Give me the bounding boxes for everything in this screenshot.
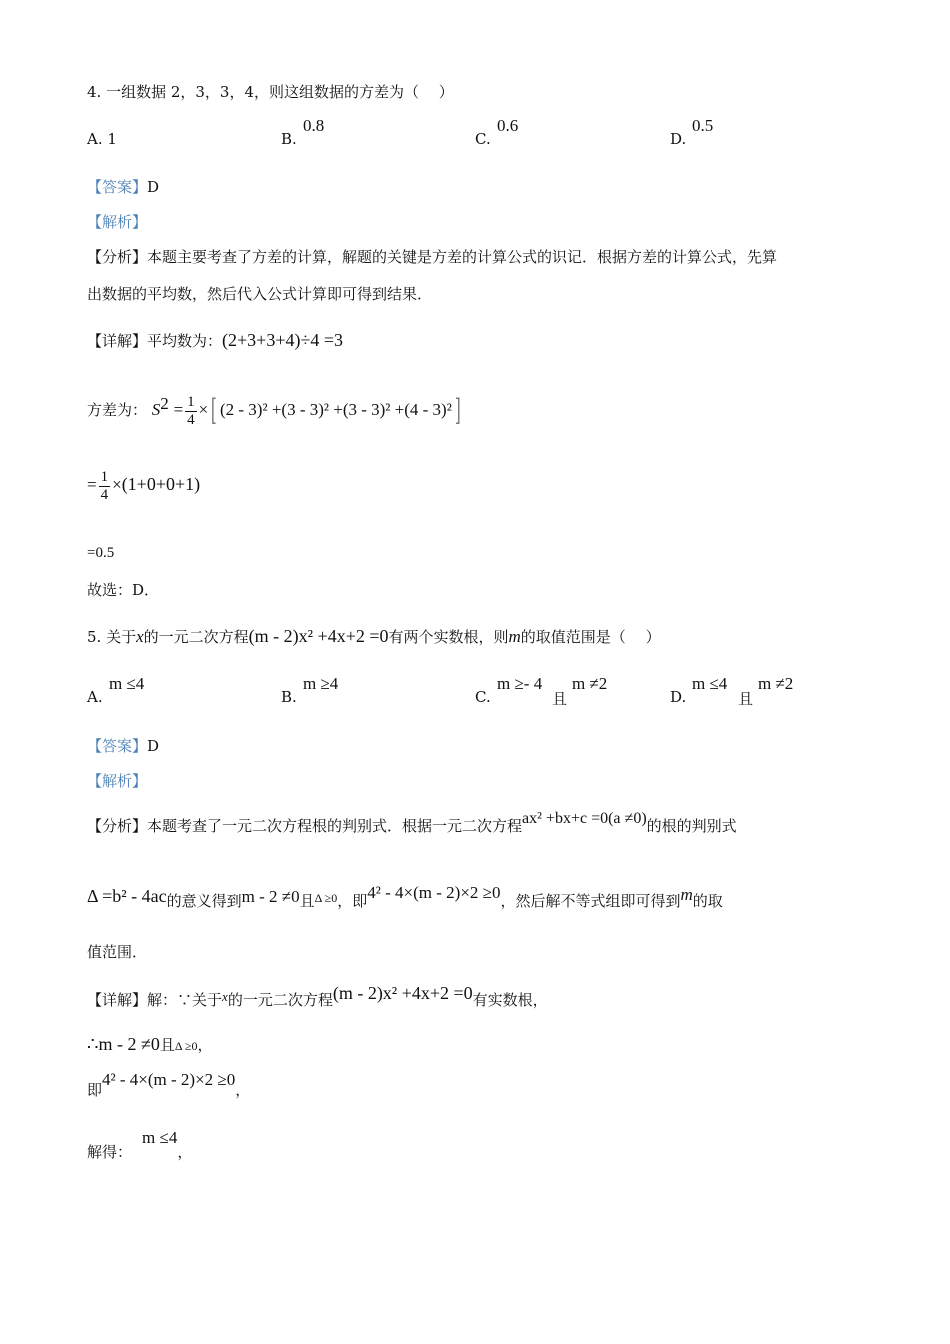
analysis-text: ，然后解不等式组即可得到: [500, 892, 681, 910]
coefficient-condition: m - 2 ≠0: [241, 887, 300, 906]
step-3-value: =0.5: [87, 545, 115, 561]
option-letter: B.: [281, 130, 297, 148]
step-2-expression: (1+0+0+1): [121, 474, 201, 494]
detail-label: 【详解】: [87, 332, 148, 350]
q5-analysis-line-3: 值范围．: [87, 943, 148, 961]
discriminant-inequality: 4² - 4×(m - 2)×2 ≥0: [102, 1070, 236, 1089]
analysis-tag: 【解析】: [87, 772, 148, 790]
q5-option-a: [87, 674, 145, 706]
option-letter: D.: [670, 130, 687, 148]
detail-text: 的一元二次方程: [227, 991, 333, 1009]
variable-m: m: [508, 627, 521, 646]
option-value: m ≥4: [303, 674, 339, 693]
q5-solve-line: [87, 1128, 193, 1162]
discriminant-inequality: 4² - 4×(m - 2)×2 ≥0: [367, 883, 501, 902]
one-quarter-fraction: $\frac{1}{4}$: [187, 393, 195, 428]
discriminant-condition: Δ ≥0: [314, 891, 338, 905]
option-value: m ≥- 4: [497, 674, 543, 693]
option-value: 0.5: [692, 116, 714, 135]
q4-choose: 故选：D．: [87, 581, 160, 599]
q4-analysis-line-1: [87, 247, 777, 267]
q5-analysis-line-1: [87, 810, 737, 837]
detail-label: 【详解】: [87, 991, 148, 1009]
analysis-text: 本题主要考查了方差的计算，解题的关键是方差的计算公式的识记．根据方差的计算公式，先算: [147, 248, 778, 266]
q5-option-c: [475, 674, 608, 708]
q4-detail-mean: [87, 330, 343, 351]
option-extra: m ≠2: [758, 674, 794, 693]
detail-text: 有实数根，: [472, 991, 548, 1009]
q5-therefore-line: [87, 1034, 213, 1056]
variable-m: m: [680, 885, 693, 904]
analysis-text: 的根的判别式: [646, 817, 737, 835]
option-letter: C.: [475, 688, 491, 706]
q4-option-b: [281, 116, 325, 148]
analysis-label: 【分析】: [87, 248, 148, 266]
punctuation: ，: [197, 1036, 213, 1054]
punctuation: ，: [177, 1143, 193, 1161]
therefore-expression: ∴m - 2 ≠0: [87, 1034, 160, 1054]
variance-sum-expression: (2 - 3)² +(3 - 3)² +(3 - 3)² +(4 - 3)²: [219, 400, 452, 419]
answer-tag: 【答案】: [87, 178, 148, 196]
analysis-text: 本题考查了一元二次方程根的判别式．根据一元二次方程: [147, 817, 523, 835]
punctuation: ，: [235, 1081, 251, 1099]
analysis-tag: 【解析】: [87, 213, 148, 231]
stem-text: 的一元二次方程: [143, 628, 249, 646]
discriminant-condition: Δ ≥0: [174, 1039, 198, 1053]
option-value: m ≤4: [692, 674, 728, 693]
quadratic-equation: (m - 2)x² +4x+2 =0: [332, 983, 473, 1003]
solution-expression: m ≤4: [142, 1128, 178, 1147]
discriminant-expression: Δ =b² - 4ac: [87, 886, 167, 906]
option-letter: B.: [281, 688, 297, 706]
option-value: 0.8: [303, 116, 325, 135]
variable-x: x: [222, 989, 228, 1004]
one-quarter-fraction: $\frac{1}{4}$: [100, 468, 109, 503]
option-letter: C.: [475, 130, 491, 148]
and-word: 且: [299, 892, 315, 910]
analysis-label: 【分析】: [87, 817, 148, 835]
mean-expression: (2+3+3+4)÷4 =3: [222, 330, 344, 350]
and-word: 且: [552, 690, 568, 708]
ji-word: 即: [87, 1081, 103, 1099]
detail-text: 解：∵关于: [147, 991, 223, 1009]
q4-option-c: [475, 116, 519, 148]
option-letter: A.: [87, 130, 103, 148]
and-word: 且: [738, 690, 754, 708]
analysis-text: 的取: [692, 892, 723, 910]
q4-option-a: [87, 130, 117, 148]
q5-ji-line: [87, 1070, 251, 1100]
q4-answer: [87, 177, 159, 197]
quadratic-equation: (m - 2)x² +4x+2 =0: [248, 626, 389, 646]
option-value: 1: [107, 130, 117, 148]
q4-step-2: = $\frac{1}{4}$ ×(1+0+0+1): [87, 468, 201, 503]
q5-answer: [87, 736, 159, 756]
variance-text: 方差为：: [87, 401, 148, 419]
option-letter: D.: [670, 688, 687, 706]
option-value: m ≤4: [109, 674, 145, 693]
variance-symbol: S: [151, 400, 161, 419]
q4-detail-variance: 方差为： $S^2$ = $\frac{1}{4}$ ×[ (2 - 3)² +(3 - 3)² +(3 - 3)² +(4 - 3)²]: [87, 393, 461, 428]
stem-text: 5. 关于: [87, 628, 137, 646]
option-extra: m ≠2: [572, 674, 608, 693]
q5-analysis-line-2: [87, 883, 723, 912]
variable-x: x: [136, 627, 144, 646]
answer-value: D: [147, 737, 160, 755]
q4-stem: 4. 一组数据 2，3，3，4，则这组数据的方差为（ ）: [87, 83, 454, 101]
detail-mean-text: 平均数为：: [147, 332, 223, 350]
q5-option-b: [281, 674, 339, 706]
q5-option-d: [670, 674, 794, 708]
stem-text: 的取值范围是（ ）: [520, 628, 661, 646]
analysis-text: 的意义得到: [166, 892, 242, 910]
q4-step-3: [87, 542, 114, 563]
solve-text: 解得：: [87, 1143, 133, 1161]
option-letter: A.: [87, 688, 103, 706]
and-word: 且: [159, 1036, 175, 1054]
q5-analysis-tag: [87, 771, 147, 791]
option-value: 0.6: [497, 116, 519, 135]
q5-stem: [87, 626, 661, 647]
q4-analysis-tag: [87, 212, 147, 232]
general-quadratic: ax² +bx+c =0(a ≠0): [522, 810, 647, 827]
analysis-text: ，即: [337, 892, 368, 910]
q4-analysis-line-2: 出数据的平均数，然后代入公式计算即可得到结果．: [87, 285, 433, 303]
answer-value: D: [147, 178, 160, 196]
stem-text: 有两个实数根，则: [388, 628, 509, 646]
q4-option-d: [670, 116, 714, 148]
answer-tag: 【答案】: [87, 737, 148, 755]
q5-detail-line-1: [87, 983, 548, 1011]
